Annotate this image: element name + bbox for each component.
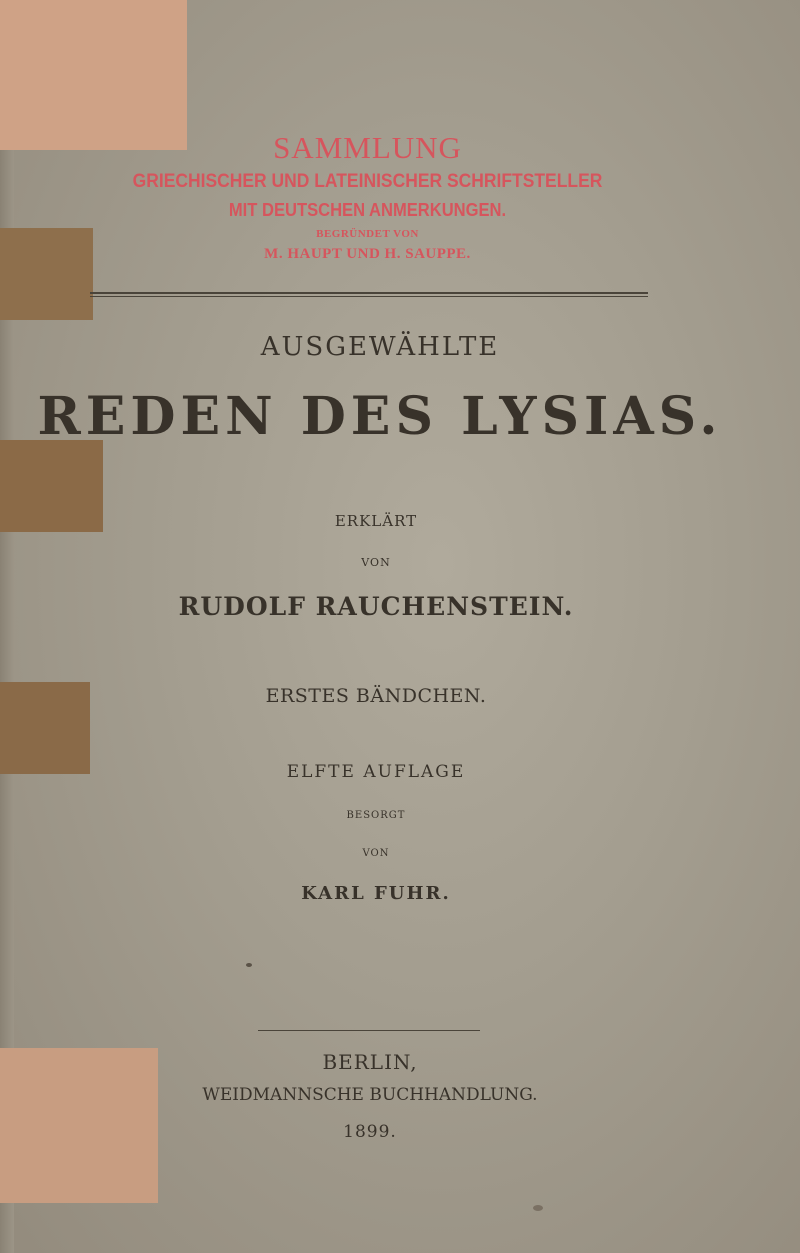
- paper-speck: [533, 1205, 543, 1211]
- editor-name: KARL FUHR.: [301, 883, 451, 904]
- edited-label: BESORGT: [346, 810, 406, 821]
- divider-rule: [90, 292, 648, 294]
- book-title: REDEN DES LYSIAS.: [37, 386, 723, 447]
- explained-label: ERKLÄRT: [334, 512, 418, 530]
- tape-strip: [0, 0, 187, 150]
- series-stamp-title: SAMMLUNG: [273, 130, 462, 165]
- series-stamp-line: GRIECHISCHER UND LATEINISCHER SCHRIFTSTELLER: [132, 171, 603, 192]
- tape-strip: [0, 228, 93, 320]
- edition-label: ELFTE AUFLAGE: [286, 762, 466, 782]
- by-label: VON: [361, 556, 391, 569]
- book-subtitle: AUSGEWÄHLTE: [260, 332, 500, 362]
- paper-speck: [246, 963, 252, 967]
- imprint-city: BERLIN,: [322, 1050, 418, 1074]
- imprint-year: 1899.: [343, 1122, 397, 1142]
- series-stamp-line: MIT DEUTSCHEN ANMERKUNGEN.: [228, 200, 507, 220]
- series-stamp-founded: BEGRÜNDET VON: [316, 228, 419, 240]
- divider-rule: [258, 1030, 480, 1031]
- volume-label: ERSTES BÄNDCHEN.: [265, 685, 487, 707]
- divider-rule: [90, 296, 648, 297]
- series-stamp-founders: M. HAUPT UND H. SAUPPE.: [264, 246, 471, 262]
- by-label: VON: [362, 848, 390, 859]
- imprint-publisher: WEIDMANNSCHE BUCHHANDLUNG.: [202, 1085, 538, 1105]
- author-name: RUDOLF RAUCHENSTEIN.: [178, 592, 574, 621]
